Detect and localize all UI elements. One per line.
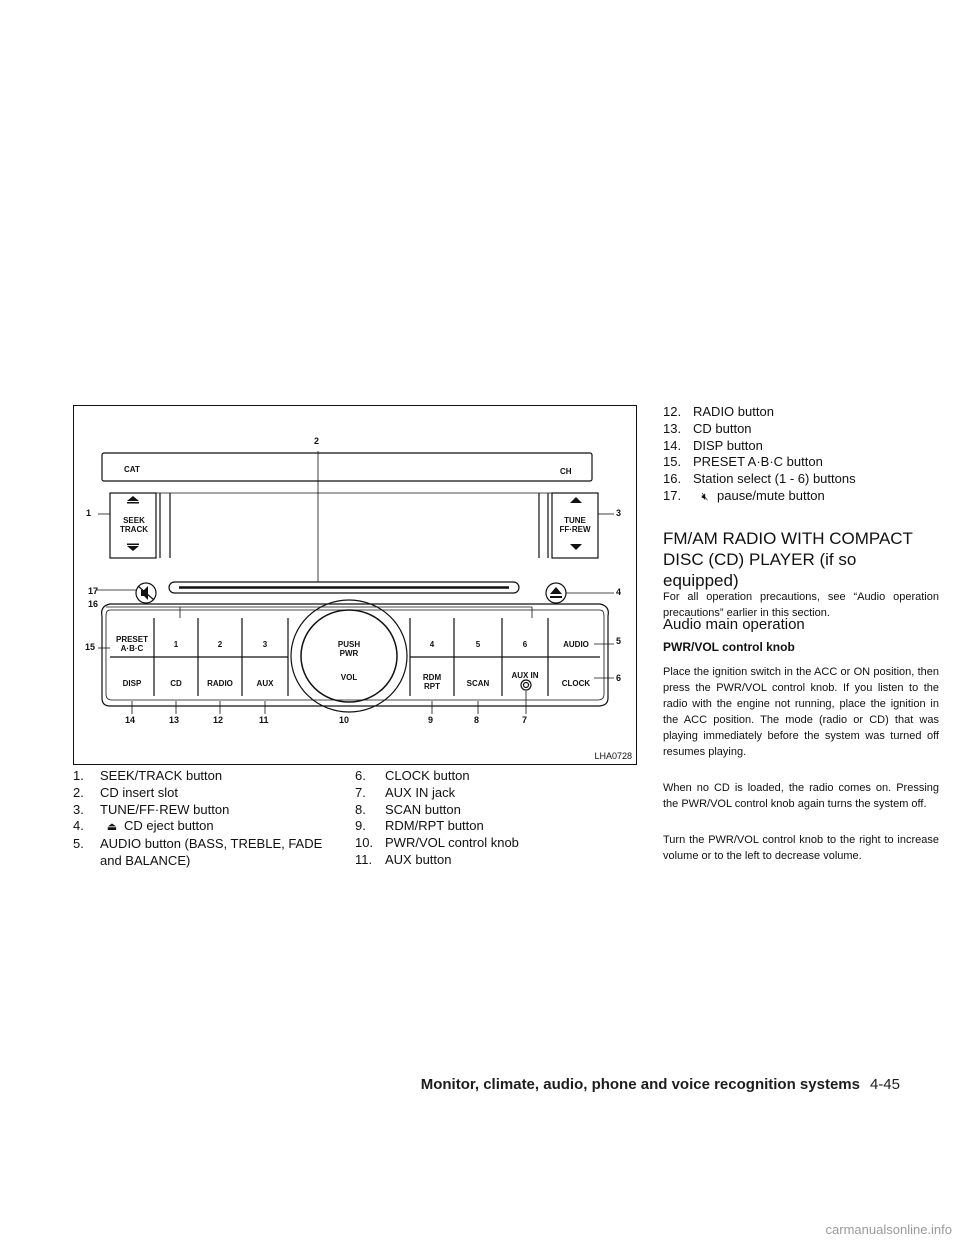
preset-3-button[interactable]: 3 (262, 640, 268, 649)
callout-10: 10 (339, 715, 350, 725)
preset-1-button[interactable]: 1 (173, 640, 179, 649)
disp-button[interactable]: DISP (122, 679, 142, 688)
eject-icon: ⏏ (106, 821, 118, 834)
legend-item: 5. AUDIO button (BASS, TREBLE, FADE and BALANCE) (73, 836, 323, 868)
legend-list-mid (355, 768, 625, 869)
callout-9: 9 (428, 715, 434, 725)
eject-icon (550, 587, 562, 594)
legend-item: 15. PRESET A·B·C button (663, 454, 823, 470)
legend-list-right (663, 404, 943, 506)
figure-code: LHA0728 (594, 751, 632, 761)
callout-4: 4 (616, 587, 622, 597)
push-pwr-caption[interactable]: PUSH PWR (337, 640, 361, 658)
callout-16: 16 (88, 599, 99, 609)
legend-item: 12. RADIO button (663, 404, 774, 419)
section-title: FM/AM RADIO WITH COMPACT DISC (CD) PLAYER (if so equipped) (663, 529, 913, 590)
seek-up-icon (127, 496, 139, 501)
tune-down-icon (570, 544, 582, 550)
radio-button[interactable]: RADIO (207, 679, 233, 688)
intro-paragraph: For all operation precautions, see “Audio operation precautions” earlier in this section. (663, 591, 939, 619)
radio-panel-drawing (74, 406, 636, 764)
audio-button[interactable]: AUDIO (563, 640, 589, 649)
legend-item: 8. SCAN button (355, 801, 461, 817)
legend-list-left (73, 768, 343, 870)
body-paragraph-2: When no CD is loaded, the radio comes on. Pressing the PWR/VOL control knob again turns the system off. (663, 782, 939, 810)
watermark: carmanualsonline.info (825, 1222, 952, 1237)
tune-up-icon (570, 497, 582, 503)
callout-7: 7 (522, 715, 528, 725)
callout-1: 1 (86, 508, 92, 518)
page-number: 4-45 (869, 1076, 900, 1093)
callout-6: 6 (616, 673, 622, 683)
aux-in-label: AUX IN (511, 671, 539, 680)
callout-5: 5 (616, 636, 622, 646)
legend-item: 7. AUX IN jack (355, 784, 456, 800)
preset-2-button[interactable]: 2 (217, 640, 223, 649)
cd-button[interactable]: CD (170, 679, 182, 688)
preset-abc-button[interactable]: PRESET A·B·C (115, 635, 148, 653)
body-paragraph-1: Place the ignition switch in the ACC or ON position, then press the PWR/VOL control knob. If you listen to the radio with the engine not running, place the ignition in the ACC position. The mode (radio or CD) that was playing immediately before the system was turned off resumes playing. (663, 666, 939, 758)
legend-item: 4. ⏏ CD eject button (73, 818, 343, 836)
callout-2: 2 (314, 436, 320, 446)
callout-14: 14 (125, 715, 136, 725)
legend-item: 10. PWR/VOL control knob (355, 835, 519, 851)
callout-13: 13 (169, 715, 180, 725)
radio-panel-figure (73, 405, 637, 765)
callout-11: 11 (259, 715, 269, 725)
legend-item: 3. TUNE/FF·REW button (73, 801, 230, 817)
callout-17: 17 (88, 586, 99, 596)
clock-button[interactable]: CLOCK (561, 679, 591, 688)
rdm-rpt-button[interactable]: RDM RPT (422, 673, 442, 691)
legend-item: 16. Station select (1 - 6) buttons (663, 471, 856, 487)
tune-caption: TUNE FF·REW (559, 516, 591, 534)
footer-title: Monitor, climate, audio, phone and voice recognition systems 4-45 (420, 1076, 900, 1093)
aux-in-jack (521, 680, 531, 690)
ch-label: CH (560, 467, 572, 476)
preset-5-button[interactable]: 5 (475, 640, 481, 649)
callout-8: 8 (474, 715, 480, 725)
legend-item: 1. SEEK/TRACK button (73, 768, 223, 783)
callout-15: 15 (85, 642, 96, 652)
subsection-title: Audio main operation (663, 616, 805, 633)
preset-4-button[interactable]: 4 (429, 640, 435, 649)
vol-caption[interactable]: VOL (340, 673, 358, 682)
mute-icon (141, 586, 148, 600)
legend-item: 13. CD button (663, 420, 752, 436)
knob-heading: PWR/VOL control knob (663, 640, 795, 654)
legend-item: 9. RDM/RPT button (355, 818, 484, 834)
aux-button[interactable]: AUX (256, 679, 274, 688)
body-paragraph-3: Turn the PWR/VOL control knob to the right to increase volume or to the left to decrease volume. (663, 834, 939, 862)
scan-button[interactable]: SCAN (466, 679, 490, 688)
legend-item: 11. AUX button (355, 851, 452, 867)
seek-down-icon (127, 546, 139, 551)
legend-item: 6. CLOCK button (355, 768, 470, 783)
seek-track-caption: SEEK TRACK (120, 516, 148, 534)
cat-label: CAT (124, 465, 140, 474)
display-window (102, 453, 592, 481)
legend-item: 2. CD insert slot (73, 784, 179, 800)
callout-12: 12 (213, 715, 224, 725)
legend-item: 14. DISP button (663, 437, 763, 453)
preset-6-button[interactable]: 6 (522, 640, 528, 649)
callout-3: 3 (616, 508, 622, 518)
mute-icon: 🔇︎ (701, 490, 709, 503)
legend-item: 17. 🔇︎ pause/mute button (663, 488, 943, 506)
